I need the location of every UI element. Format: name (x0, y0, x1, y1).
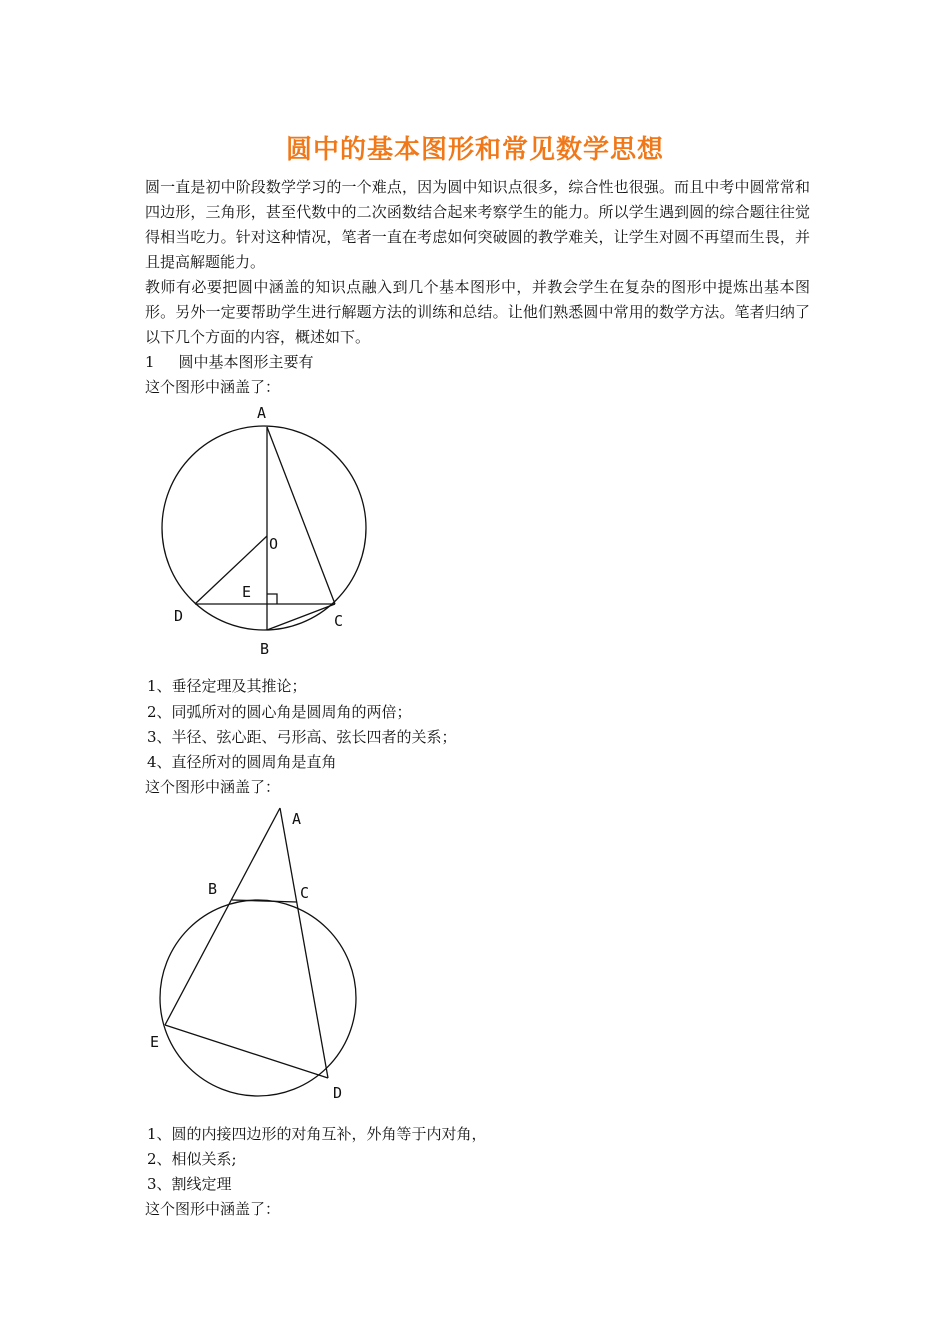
section-title: 圆中基本图形主要有 (178, 353, 314, 371)
figure-2-item-3: 3、割线定理 (147, 1175, 232, 1193)
chord-AC (267, 427, 335, 604)
document-title: 圆中的基本图形和常见数学思想 (285, 135, 664, 165)
figure-1-item-2: 2、同弧所对的圆心角是圆周角的两倍； (147, 703, 412, 721)
intro-paragraph-1: 圆一直是初中阶段数学学习的一个难点，因为圆中知识点很多，综合性也很强。而且中考中圆常常和四边形，三角形，甚至代数中的二次函数结合起来考察学生的能力。所以学生遇到圆的综合题往往觉得相当吃力。针对这种情况，笔者一直在考虑如何突破圆的教学难关，让学生对圆不再望而生畏，并且提高解题能力。 (145, 178, 810, 271)
section-1-heading (145, 350, 314, 375)
label-E: E (150, 1033, 160, 1051)
figure-2-diagram (140, 800, 380, 1110)
figure-2-item-2: 2、相似关系; (147, 1150, 237, 1168)
figure-1-item-1: 1、垂径定理及其推论； (147, 677, 307, 695)
label-B: B (260, 640, 270, 658)
chord-BC (267, 604, 335, 630)
figure-1-diagram (150, 400, 390, 660)
label-B: B (208, 880, 218, 898)
label-D: D (174, 607, 184, 625)
label-C: C (300, 884, 310, 902)
label-O: O (269, 535, 279, 553)
radius-OD (195, 536, 267, 604)
secant-AE (165, 808, 280, 1025)
figure-1-intro: 这个图形中涵盖了： (145, 378, 281, 396)
label-C: C (334, 612, 344, 630)
figure-3-intro: 这个图形中涵盖了： (145, 1200, 281, 1218)
label-A: A (257, 404, 267, 422)
intro-paragraph-2: 教师有必要把圆中涵盖的知识点融入到几个基本图形中，并教会学生在复杂的图形中提炼出基本图形。另外一定要帮助学生进行解题方法的训练和总结。让他们熟悉圆中常用的数学方法。笔者归纳了以下几个方面的内容，概述如下。 (145, 278, 810, 346)
section-number: 1 (145, 353, 155, 371)
right-angle-mark (267, 594, 277, 604)
figure-2-item-1: 1、圆的内接四边形的对角互补，外角等于内对角， (147, 1125, 487, 1143)
label-A: A (292, 810, 302, 828)
figure-2-intro: 这个图形中涵盖了： (145, 778, 281, 796)
figure-1-circle (162, 426, 366, 630)
chord-ED (165, 1025, 328, 1078)
figure-1-item-4: 4、直径所对的圆周角是直角 (147, 753, 337, 771)
label-E: E (242, 583, 252, 601)
secant-AD (280, 808, 328, 1078)
figure-1-item-3: 3、半径、弦心距、弓形高、弦长四者的关系； (147, 728, 457, 746)
label-D: D (333, 1084, 343, 1102)
